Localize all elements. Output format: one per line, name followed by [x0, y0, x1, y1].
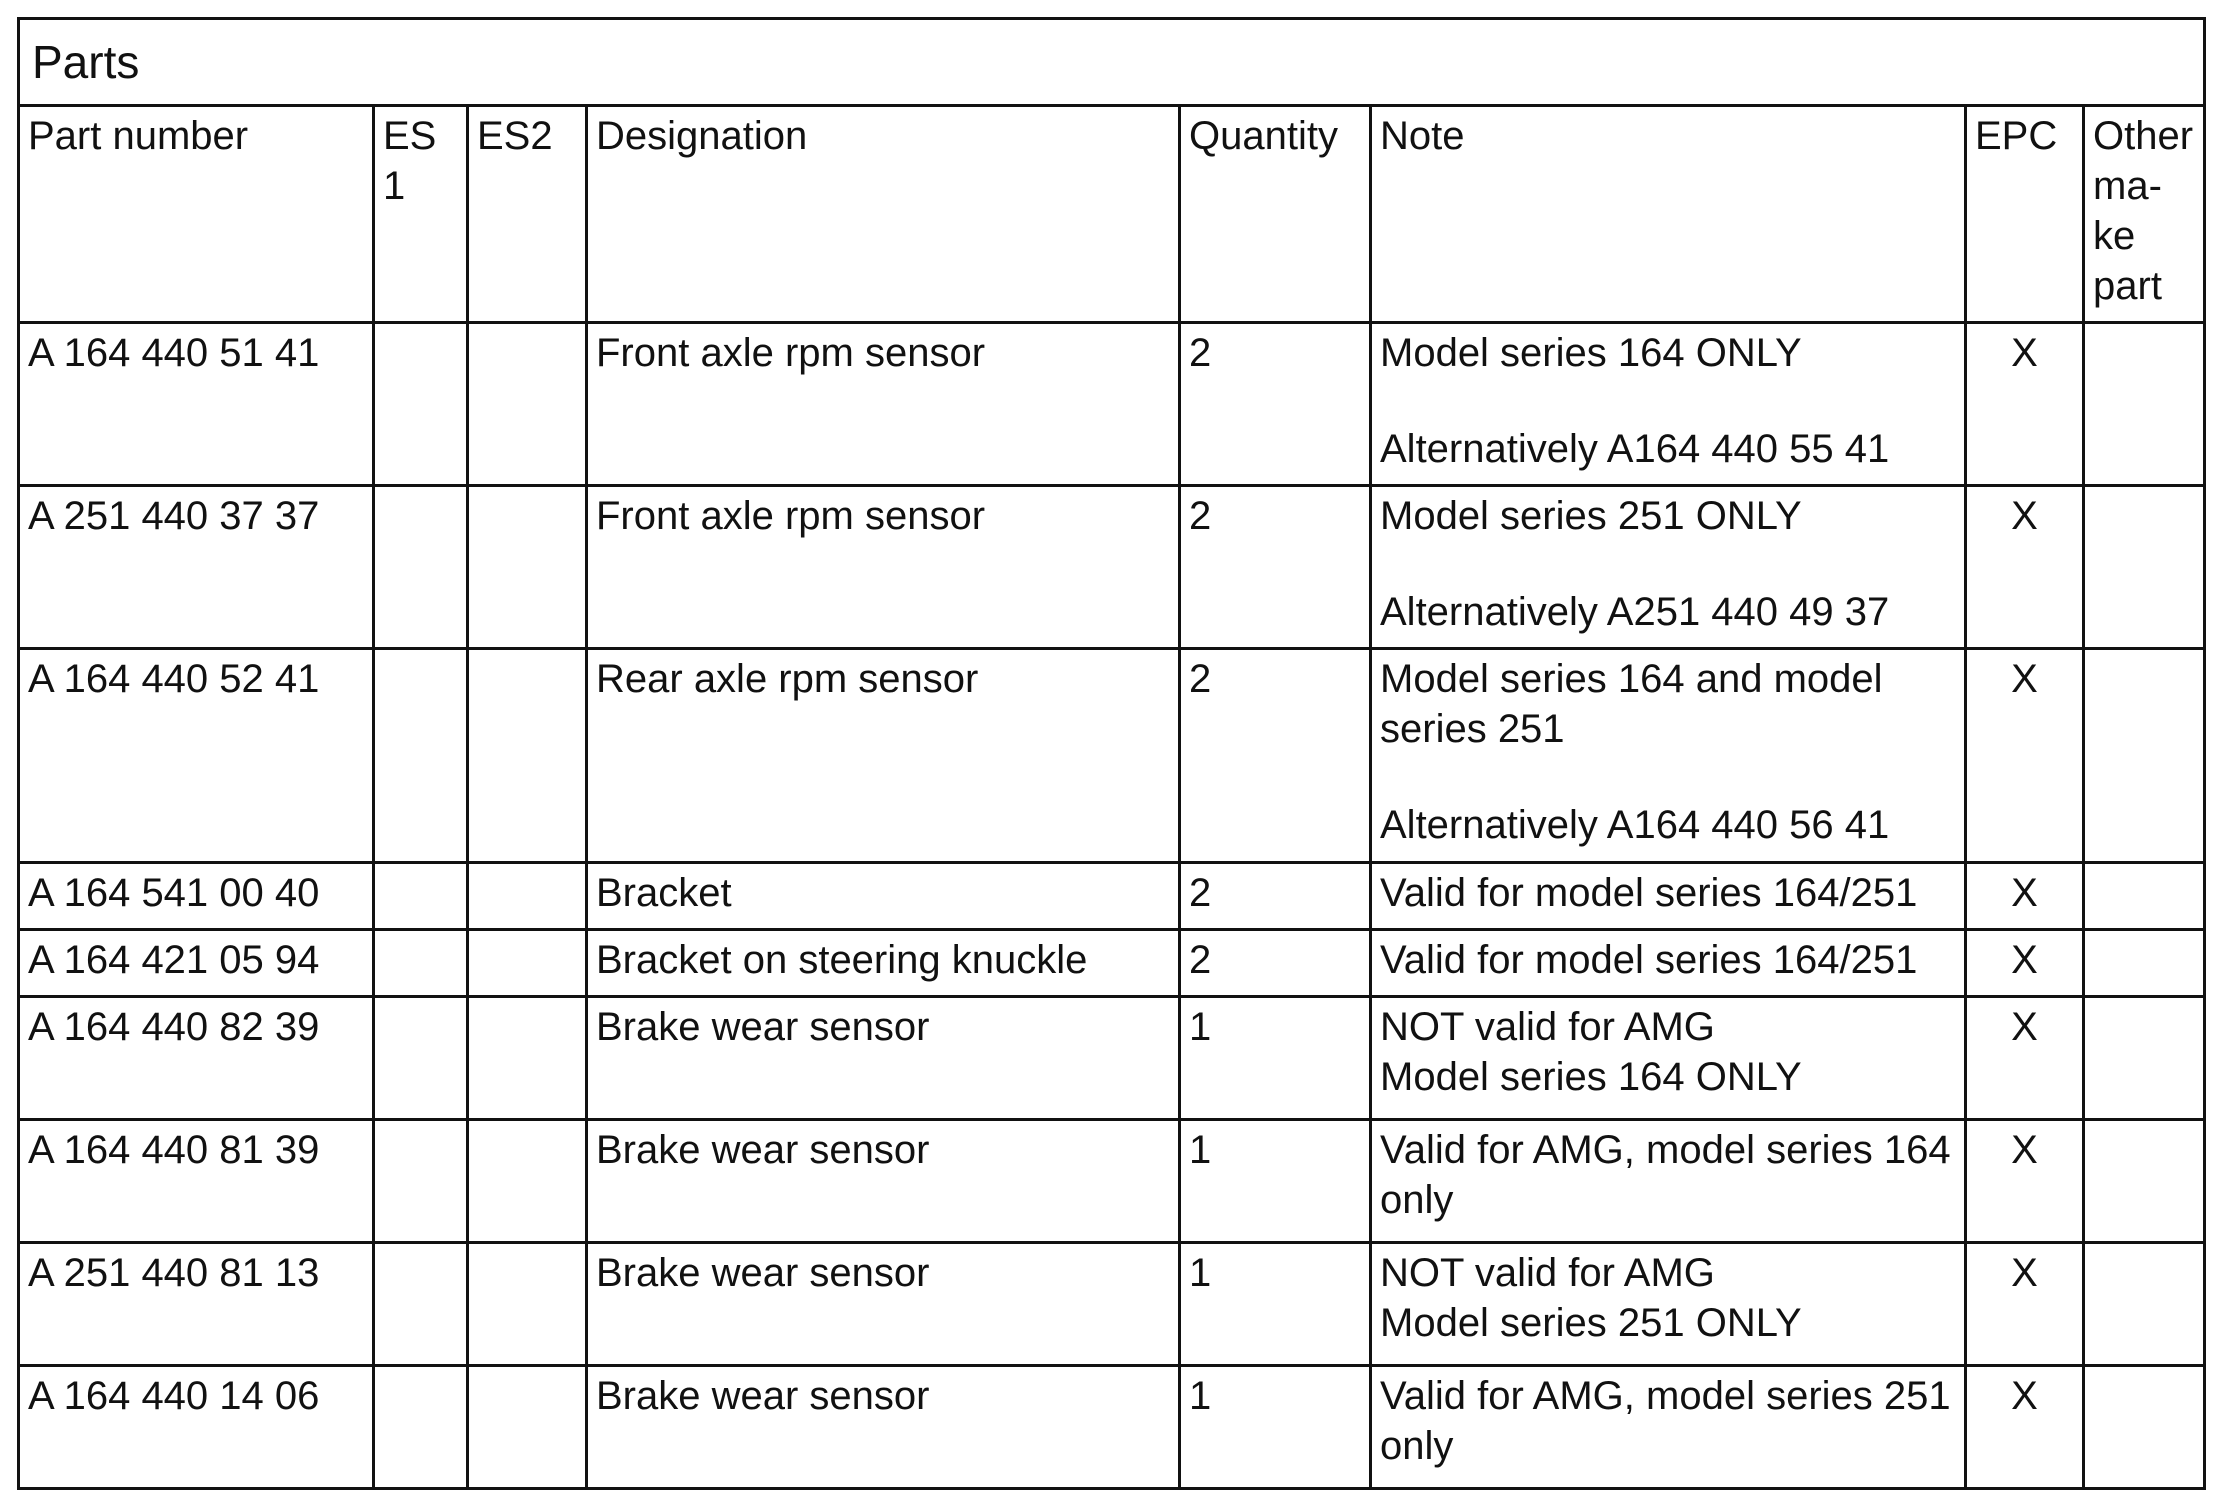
header-epc: EPC: [1966, 106, 2084, 323]
cell-quantity: 2: [1180, 863, 1371, 930]
note-line: Model series 164 and model series 251: [1380, 657, 1883, 751]
cell-part-number: A 164 440 82 39: [19, 997, 374, 1120]
header-quantity: Quantity: [1180, 106, 1371, 323]
cell-epc: X: [1966, 930, 2084, 997]
cell-note: [1371, 323, 1966, 486]
cell-es1: [374, 323, 468, 486]
cell-other-make-part: [2084, 997, 2205, 1120]
cell-designation: Brake wear sensor: [587, 1243, 1180, 1366]
cell-es1: [374, 863, 468, 930]
cell-designation: Brake wear sensor: [587, 1120, 1180, 1243]
header-designation: Designation: [587, 106, 1180, 323]
cell-quantity: 2: [1180, 486, 1371, 649]
cell-es2: [468, 323, 587, 486]
cell-designation: Brake wear sensor: [587, 1366, 1180, 1489]
parts-table: [17, 17, 2206, 1490]
cell-es1: [374, 1243, 468, 1366]
cell-es2: [468, 1120, 587, 1243]
cell-epc: X: [1966, 323, 2084, 486]
cell-note: [1371, 863, 1966, 930]
cell-part-number: A 164 421 05 94: [19, 930, 374, 997]
cell-es1: [374, 997, 468, 1120]
cell-designation: Front axle rpm sensor: [587, 323, 1180, 486]
cell-es1: [374, 486, 468, 649]
table-row: [19, 1243, 2205, 1366]
cell-part-number: A 164 541 00 40: [19, 863, 374, 930]
cell-other-make-part: [2084, 1120, 2205, 1243]
cell-part-number: A 164 440 52 41: [19, 649, 374, 863]
cell-quantity: 1: [1180, 1243, 1371, 1366]
cell-other-make-part: [2084, 863, 2205, 930]
cell-es1: [374, 1366, 468, 1489]
note-line: Model series 251 ONLY: [1380, 1301, 1802, 1345]
cell-epc: X: [1966, 649, 2084, 863]
note-line: Alternatively A164 440 56 41: [1380, 803, 1890, 847]
cell-es2: [468, 649, 587, 863]
note-line: Model series 164 ONLY: [1380, 331, 1802, 375]
cell-es2: [468, 930, 587, 997]
cell-designation: Bracket on steering knuckle: [587, 930, 1180, 997]
cell-note: [1371, 997, 1966, 1120]
cell-quantity: 1: [1180, 1120, 1371, 1243]
cell-other-make-part: [2084, 1243, 2205, 1366]
cell-part-number: A 164 440 51 41: [19, 323, 374, 486]
cell-other-make-part: [2084, 323, 2205, 486]
cell-other-make-part: [2084, 486, 2205, 649]
cell-other-make-part: [2084, 930, 2205, 997]
cell-epc: X: [1966, 997, 2084, 1120]
cell-designation: Front axle rpm sensor: [587, 486, 1180, 649]
cell-note: [1371, 930, 1966, 997]
header-note: Note: [1371, 106, 1966, 323]
cell-es1: [374, 930, 468, 997]
table-row: [19, 486, 2205, 649]
cell-designation: Rear axle rpm sensor: [587, 649, 1180, 863]
note-line: Model series 164 ONLY: [1380, 1055, 1802, 1099]
table-row: [19, 997, 2205, 1120]
table-row: [19, 930, 2205, 997]
cell-epc: X: [1966, 486, 2084, 649]
cell-part-number: A 164 440 81 39: [19, 1120, 374, 1243]
cell-part-number: A 251 440 37 37: [19, 486, 374, 649]
header-other-make-part: Other ma- ke part: [2084, 106, 2205, 323]
cell-quantity: 2: [1180, 323, 1371, 486]
cell-epc: X: [1966, 1120, 2084, 1243]
cell-quantity: 2: [1180, 649, 1371, 863]
title-row: [19, 19, 2205, 106]
cell-other-make-part: [2084, 1366, 2205, 1489]
cell-es1: [374, 649, 468, 863]
cell-designation: Bracket: [587, 863, 1180, 930]
note-line: Valid for AMG, model series 251 only: [1380, 1374, 1951, 1468]
cell-part-number: A 164 440 14 06: [19, 1366, 374, 1489]
note-line: NOT valid for AMG: [1380, 1005, 1715, 1049]
parts-rows: [19, 323, 2205, 1489]
cell-note: [1371, 1120, 1966, 1243]
cell-part-number: A 251 440 81 13: [19, 1243, 374, 1366]
cell-epc: X: [1966, 1243, 2084, 1366]
cell-quantity: 1: [1180, 1366, 1371, 1489]
table-title: Parts: [19, 19, 2205, 106]
cell-designation: Brake wear sensor: [587, 997, 1180, 1120]
cell-es1: [374, 1120, 468, 1243]
cell-note: [1371, 649, 1966, 863]
header-row: [19, 106, 2205, 323]
note-line: NOT valid for AMG: [1380, 1251, 1715, 1295]
header-es2: ES2: [468, 106, 587, 323]
cell-es2: [468, 486, 587, 649]
note-line: Valid for model series 164/251: [1380, 938, 1918, 982]
parts-sheet: [17, 17, 2203, 1490]
note-line: Valid for AMG, model series 164 only: [1380, 1128, 1951, 1222]
cell-epc: X: [1966, 1366, 2084, 1489]
cell-es2: [468, 1243, 587, 1366]
header-es1: ES1: [374, 106, 468, 323]
note-line: Alternatively A251 440 49 37: [1380, 590, 1890, 634]
cell-es2: [468, 1366, 587, 1489]
table-row: [19, 1120, 2205, 1243]
table-row: [19, 323, 2205, 486]
cell-quantity: 1: [1180, 997, 1371, 1120]
note-line: Valid for model series 164/251: [1380, 871, 1918, 915]
note-line: Model series 251 ONLY: [1380, 494, 1802, 538]
header-part-number: Part number: [19, 106, 374, 323]
table-row: [19, 649, 2205, 863]
cell-note: [1371, 1243, 1966, 1366]
cell-quantity: 2: [1180, 930, 1371, 997]
cell-epc: X: [1966, 863, 2084, 930]
cell-note: [1371, 486, 1966, 649]
table-row: [19, 1366, 2205, 1489]
note-line: Alternatively A164 440 55 41: [1380, 427, 1890, 471]
cell-es2: [468, 863, 587, 930]
table-row: [19, 863, 2205, 930]
cell-note: [1371, 1366, 1966, 1489]
cell-es2: [468, 997, 587, 1120]
cell-other-make-part: [2084, 649, 2205, 863]
